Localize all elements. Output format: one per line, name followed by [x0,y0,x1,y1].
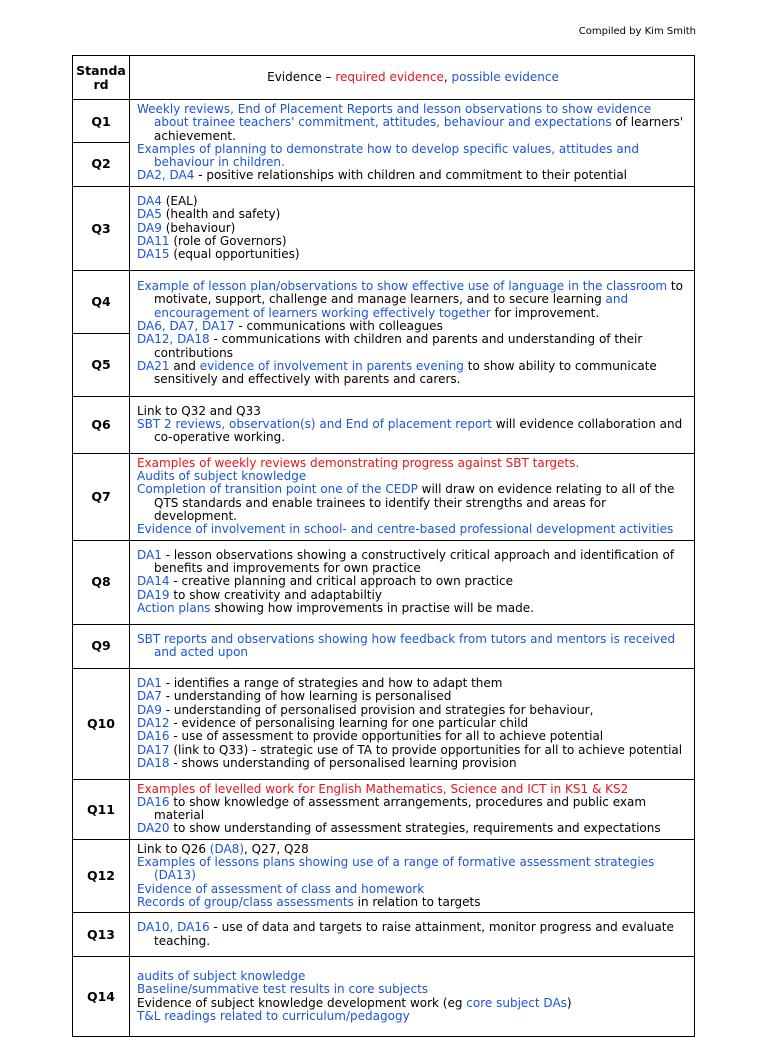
evidence-item [137,783,689,796]
required-evidence-text: Examples of weekly reviews demonstrating progress against SBT targets. [137,455,580,470]
evidence-item [137,457,689,470]
possible-evidence-text: Example of lesson plan/observations to show effective use of language in the classroom [137,279,668,294]
evidence-item [137,523,689,536]
evidence-text: to show ability to communicate sensitively and effectively with parents and carers. [154,358,657,387]
evidence-item [137,744,689,757]
table-row [73,186,695,270]
evidence-item [137,280,689,320]
possible-evidence-text: SBT 2 reviews, observation(s) and End of placement report [137,417,492,432]
possible-evidence-text: DA15 [137,247,170,262]
standard-code: Q1 [91,114,111,130]
evidence-item [137,602,689,615]
evidence-text: to show knowledge of assessment arrangements, procedures and public exam material [154,794,647,823]
evidence-text: - shows understanding of personalised learning provision [169,755,517,770]
evidence-item [137,677,689,690]
table-row [73,453,695,540]
evidence-item [137,208,689,221]
standard-code: Q2 [73,142,129,184]
evidence-cell [130,839,695,912]
table-row [73,270,695,396]
evidence-item [137,896,689,909]
evidence-item [137,575,689,588]
evidence-text: to show understanding of assessment strategies, requirements and expectations [169,821,661,836]
evidence-item [137,103,689,143]
required-evidence-key: required evidence [335,69,444,84]
evidence-text: (role of Governors) [169,233,287,248]
evidence-item [137,921,689,948]
evidence-text: of learners' achievement. [154,115,684,143]
evidence-text: (link to Q33) - strategic use of TA to provide opportunities for all to achieve potential [169,742,683,757]
evidence-item [137,248,689,261]
evidence-text: (EAL) [161,194,198,209]
standard-code: Q3 [73,186,130,270]
evidence-item [137,856,689,883]
evidence-text: will draw on evidence relating to all of the QTS standards and enable trainees to identify their strengths and areas for development. [154,482,675,523]
evidence-text: Link to Q26 [137,841,210,856]
possible-evidence-text: Evidence of involvement in school- and centre-based professional development activities [137,522,674,537]
evidence-text: in relation to targets [353,894,481,909]
evidence-cell [130,957,695,1037]
table-header-row [73,56,695,100]
possible-evidence-text: DA17 [137,742,170,757]
evidence-text: - creative planning and critical approach to own practice [169,574,514,589]
possible-evidence-text: core subject DAs [466,995,567,1010]
possible-evidence-text: SBT reports and observations showing how feedback from tutors and mentors is received and acted upon [137,631,676,660]
possible-evidence-text: Examples of planning to demonstrate how to develop specific values, attitudes and behaviour in children. [137,141,639,170]
evidence-item [137,405,689,418]
evidence-column-header: Evidence – required evidence, possible evidence [130,56,695,100]
possible-evidence-text: Completion of transition point one of the CEDP [137,482,418,497]
possible-evidence-text: DA1 [137,676,162,691]
evidence-text: to motivate, support, challenge and manage learners, and to secure learning [154,279,683,307]
evidence-item [137,320,689,333]
evidence-text: for improvement. [490,305,600,320]
evidence-cell [130,100,695,187]
table-row [73,668,695,779]
possible-evidence-text: DA7 [137,689,162,704]
possible-evidence-text: Baseline/summative test results in core subjects [137,982,429,997]
standard-code: Q11 [73,779,130,839]
evidence-cell [130,453,695,540]
evidence-text: - understanding of personalised provision and strategies for behaviour, [161,702,594,717]
evidence-item [137,1010,689,1023]
possible-evidence-text: evidence of involvement in parents evening [199,358,464,373]
evidence-item [137,704,689,717]
evidence-item [137,730,689,743]
possible-evidence-text: DA1 [137,547,162,562]
evidence-text: showing how improvements in practise will be made. [210,601,534,615]
table-row [73,779,695,839]
evidence-text: (behaviour) [161,220,236,235]
required-evidence-text: Examples of levelled work for English Mathematics, Science and ICT in KS1 & KS2 [137,781,629,796]
evidence-text: - evidence of personalising learning for one particular child [169,715,529,730]
evidence-text: - understanding of how learning is personalised [161,689,452,704]
standard-code: Q5 [73,333,129,396]
evidence-item [137,549,689,576]
standard-code: Q8 [73,540,130,624]
evidence-text: - identifies a range of strategies and how to adapt them [161,676,503,691]
evidence-item [137,483,689,523]
evidence-item [137,633,689,660]
evidence-text: (health and safety) [161,207,281,222]
evidence-text: - use of data and targets to raise attainment, monitor progress and evaluate teaching. [154,920,674,948]
evidence-cell [130,779,695,839]
standard-code: Q7 [73,453,130,540]
evidence-item [137,796,689,823]
table-row [73,913,695,957]
evidence-text: - use of assessment to provide opportunities for all to achieve potential [169,729,604,744]
evidence-item [137,843,689,856]
standard-code: Q4 [91,294,111,310]
possible-evidence-text: DA19 [137,587,170,602]
evidence-item [137,822,689,835]
evidence-item [137,418,689,445]
evidence-cell [130,270,695,396]
possible-evidence-text: DA14 [137,574,170,589]
possible-evidence-text: DA6, DA7, DA17 [137,318,235,333]
evidence-item [137,690,689,703]
evidence-text: ) [566,995,572,1010]
possible-evidence-text: DA16 [137,794,170,809]
standard-code: Q10 [73,668,130,779]
evidence-text: Link to Q32 and Q33 [137,403,261,418]
evidence-item [137,222,689,235]
evidence-text: - communications with colleagues [234,318,443,333]
compiled-by-note: Compiled by Kim Smith [578,26,696,37]
possible-evidence-text: DA12, DA18 [137,332,210,347]
table-row [73,540,695,624]
possible-evidence-text: DA20 [137,821,170,836]
evidence-item [137,235,689,248]
table-row [73,100,695,187]
evidence-item [137,169,689,182]
possible-evidence-text: (DA8) [209,841,245,856]
evidence-label: Evidence – [267,69,332,84]
evidence-text: - lesson observations showing a constructively critical approach and identification of benefits and improvements for own practice [154,547,675,576]
standard-cell [73,100,130,187]
table-row [73,839,695,912]
standards-evidence-table [72,55,695,1037]
evidence-item [137,195,689,208]
evidence-item [137,333,689,360]
standard-code: Q13 [73,913,130,957]
evidence-text: and [169,358,200,373]
table-row [73,957,695,1037]
possible-evidence-text: Records of group/class assessments [137,894,354,909]
possible-evidence-text: DA4 [137,194,162,209]
possible-evidence-text: audits of subject knowledge [137,969,306,984]
evidence-item [137,757,689,770]
evidence-item [137,983,689,996]
possible-evidence-text: DA12 [137,715,170,730]
evidence-item [137,360,689,387]
evidence-text: Evidence of subject knowledge development work (eg [137,995,467,1010]
evidence-text: (equal opportunities) [169,247,300,262]
evidence-cell [130,624,695,668]
evidence-cell [130,668,695,779]
standard-code: Q14 [73,957,130,1037]
evidence-item [137,589,689,602]
possible-evidence-text: Evidence of assessment of class and homework [137,881,425,896]
evidence-item [137,143,689,170]
possible-evidence-text: Audits of subject knowledge [137,469,307,484]
evidence-text: to show creativity and adaptabiltiy [169,587,382,602]
evidence-text: - positive relationships with children and commitment to their potential [194,168,628,183]
evidence-text: will evidence collaboration and co-operative working. [154,417,683,445]
possible-evidence-text: DA9 [137,702,162,717]
table-row [73,396,695,453]
possible-evidence-text: Action plans [137,601,211,615]
standard-column-header: Standard [73,56,130,100]
evidence-cell [130,913,695,957]
evidence-item [137,470,689,483]
possible-evidence-text: T&L readings related to curriculum/pedagogy [137,1009,410,1024]
evidence-cell [130,396,695,453]
possible-evidence-text: and encouragement of learners working effectively together [154,292,629,320]
evidence-item [137,883,689,896]
evidence-cell [130,186,695,270]
possible-evidence-text: DA21 [137,358,170,373]
evidence-item [137,997,689,1010]
possible-evidence-text: DA11 [137,233,170,248]
possible-evidence-text: DA10, DA16 [137,920,210,935]
possible-evidence-text: Examples of lessons plans showing use of a range of formative assessment strategies (DA13) [137,855,655,883]
evidence-cell [130,540,695,624]
possible-evidence-text: DA16 [137,729,170,744]
possible-evidence-key: possible evidence [451,69,559,84]
possible-evidence-text: DA2, DA4 [137,168,195,183]
standard-code: Q6 [73,396,130,453]
possible-evidence-text: DA5 [137,207,162,222]
possible-evidence-text: Weekly reviews, End of Placement Reports and lesson observations to show evidence about trainee teachers' commitment, attitudes, behaviour and expectations [137,102,652,130]
evidence-item [137,970,689,983]
possible-evidence-text: DA9 [137,220,162,235]
evidence-item [137,717,689,730]
standard-cell [73,270,130,396]
standard-code: Q9 [73,624,130,668]
evidence-text: - communications with children and parents and understanding of their contributions [154,332,643,360]
table-row [73,624,695,668]
standard-code: Q12 [73,839,130,912]
possible-evidence-text: DA18 [137,755,170,770]
evidence-text: , Q27, Q28 [244,841,309,856]
